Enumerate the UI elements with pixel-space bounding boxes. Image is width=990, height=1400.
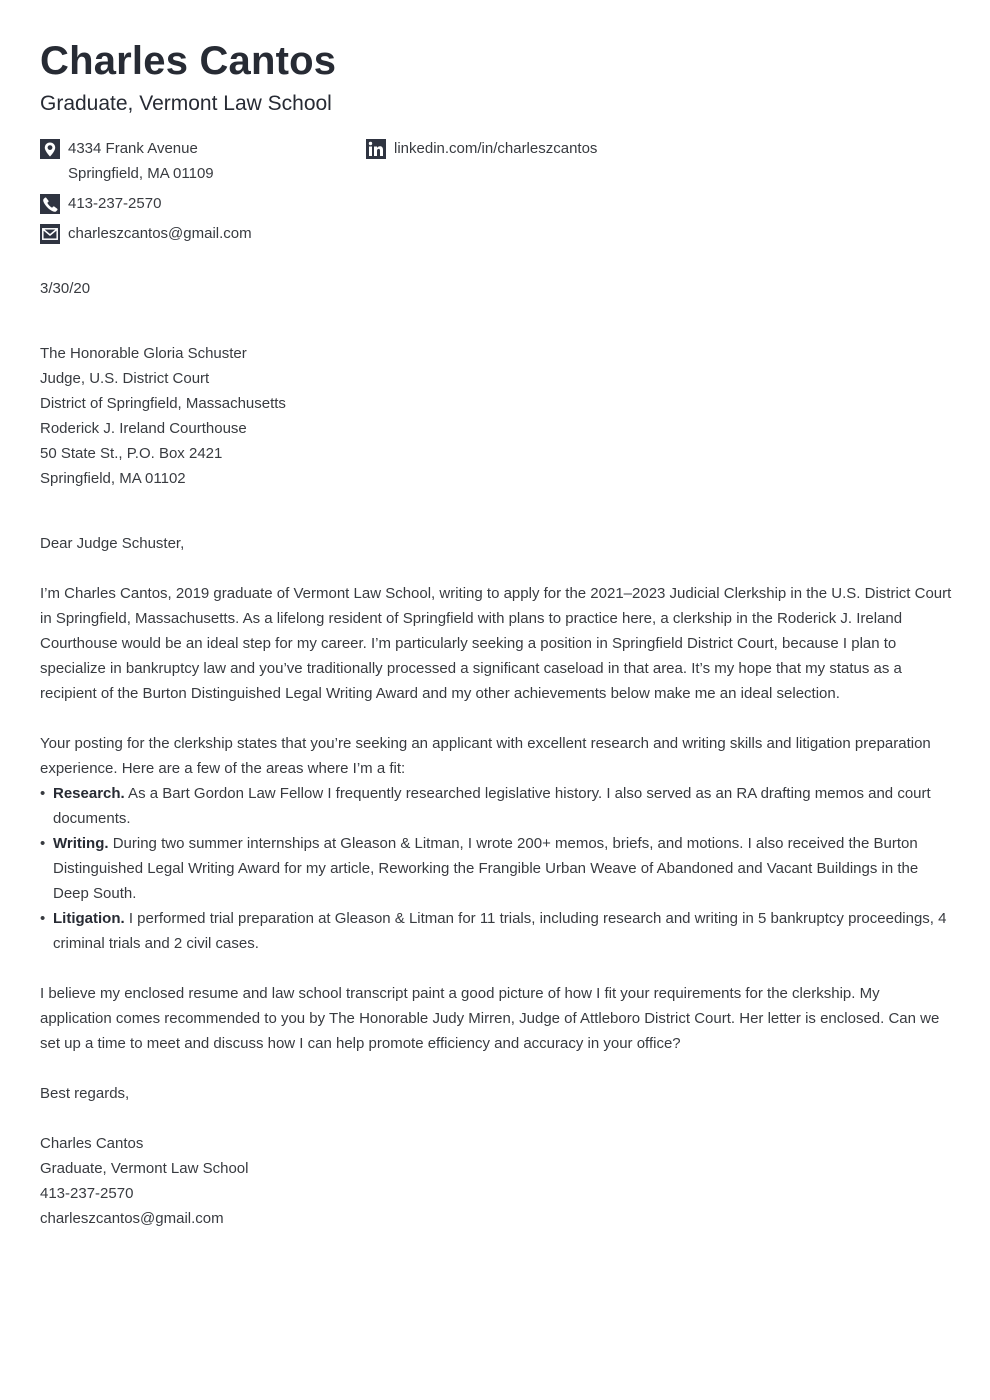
bullet-label: Litigation. (53, 910, 125, 927)
linkedin-link[interactable]: linkedin.com/in/charleszcantos (394, 140, 598, 157)
bullet-text: I performed trial preparation at Gleason & Litman for 11 trials, including research and writing in 5 bankruptcy proceedings, 4 criminal trials and 2 civil cases. (53, 910, 947, 952)
map-pin-icon (40, 139, 60, 159)
signature-name: Charles Cantos (40, 1135, 144, 1152)
envelope-icon (40, 224, 60, 244)
contact-email (40, 221, 252, 246)
salutation: Dear Judge Schuster, (40, 535, 185, 552)
list-item-writing (40, 831, 952, 906)
fit-list (40, 781, 952, 956)
contact-linkedin (366, 136, 597, 161)
list-item-research (40, 781, 952, 831)
recipient-city: Springfield, MA 01102 (40, 470, 186, 487)
list-item-litigation (40, 906, 952, 956)
body-paragraph-3: I believe my enclosed resume and law school transcript paint a good picture of how I fit your requirements for the clerkship. My application comes recommended to you by The Honorable Judy Mirren, Judge of Attleboro District Court. Her letter is enclosed. Can we set up a time to meet and discuss how I can help promote efficiency and accuracy in your office? (40, 985, 940, 1052)
bullet-text: During two summer internships at Gleason & Litman, I wrote 200+ memos, briefs, and motions. I also received the Burton Distinguished Legal Writing Award for my article, Reworking the Frangible Urban Weave of Abandoned and Vacant Buildings in the Deep South. (53, 835, 919, 902)
signature-block (40, 1131, 952, 1231)
recipient-address (40, 341, 952, 491)
recipient-courthouse: Roderick J. Ireland Courthouse (40, 420, 247, 437)
recipient-position: Judge, U.S. District Court (40, 370, 210, 387)
email-link[interactable]: charleszcantos@gmail.com (68, 225, 252, 242)
contact-address (40, 136, 214, 186)
closing: Best regards, (40, 1085, 130, 1102)
linkedin-icon (366, 139, 386, 159)
letter-date: 3/30/20 (40, 280, 91, 297)
phone-icon (40, 194, 60, 214)
fit-intro: Your posting for the clerkship states that you’re seeking an applicant with excellent research and writing skills and litigation preparation experience. Here are a few of the areas where I’m a fit: (40, 735, 931, 777)
applicant-name: Charles Cantos (40, 39, 337, 83)
body-paragraph-1: I’m Charles Cantos, 2019 graduate of Vermont Law School, writing to apply for the 2021–2023 Judicial Clerkship in the U.S. District Court in Springfield, Massachusetts. As a lifelong resident of Springfield with plans to practice here, a clerkship in the Roderick J. Ireland Courthouse would be an ideal step for my career. I’m particularly seeking a position in Springfield District Court, because I plan to specialize in bankruptcy law and you’ve traditionally processed a significant caseload in that area. It’s my hope that my status as a recipient of the Burton Distinguished Legal Writing Award and my other achievements below make me an ideal selection. (40, 585, 952, 702)
address-line-2: Springfield, MA 01109 (68, 165, 214, 182)
applicant-title: Graduate, Vermont Law School (40, 92, 332, 115)
bullet-label: Writing. (53, 835, 109, 852)
recipient-district: District of Springfield, Massachusetts (40, 395, 286, 412)
address-line-1: 4334 Frank Avenue (68, 140, 198, 157)
recipient-name: The Honorable Gloria Schuster (40, 345, 247, 362)
bullet-label: Research. (53, 785, 125, 802)
signature-title: Graduate, Vermont Law School (40, 1160, 249, 1177)
signature-email: charleszcantos@gmail.com (40, 1210, 224, 1227)
contact-phone (40, 191, 161, 216)
recipient-street: 50 State St., P.O. Box 2421 (40, 445, 223, 462)
phone-link[interactable]: 413-237-2570 (68, 195, 162, 212)
bullet-text: As a Bart Gordon Law Fellow I frequently researched legislative history. I also served as an RA drafting memos and court documents. (53, 785, 931, 827)
signature-phone: 413-237-2570 (40, 1185, 134, 1202)
body-paragraph-2 (40, 731, 952, 956)
